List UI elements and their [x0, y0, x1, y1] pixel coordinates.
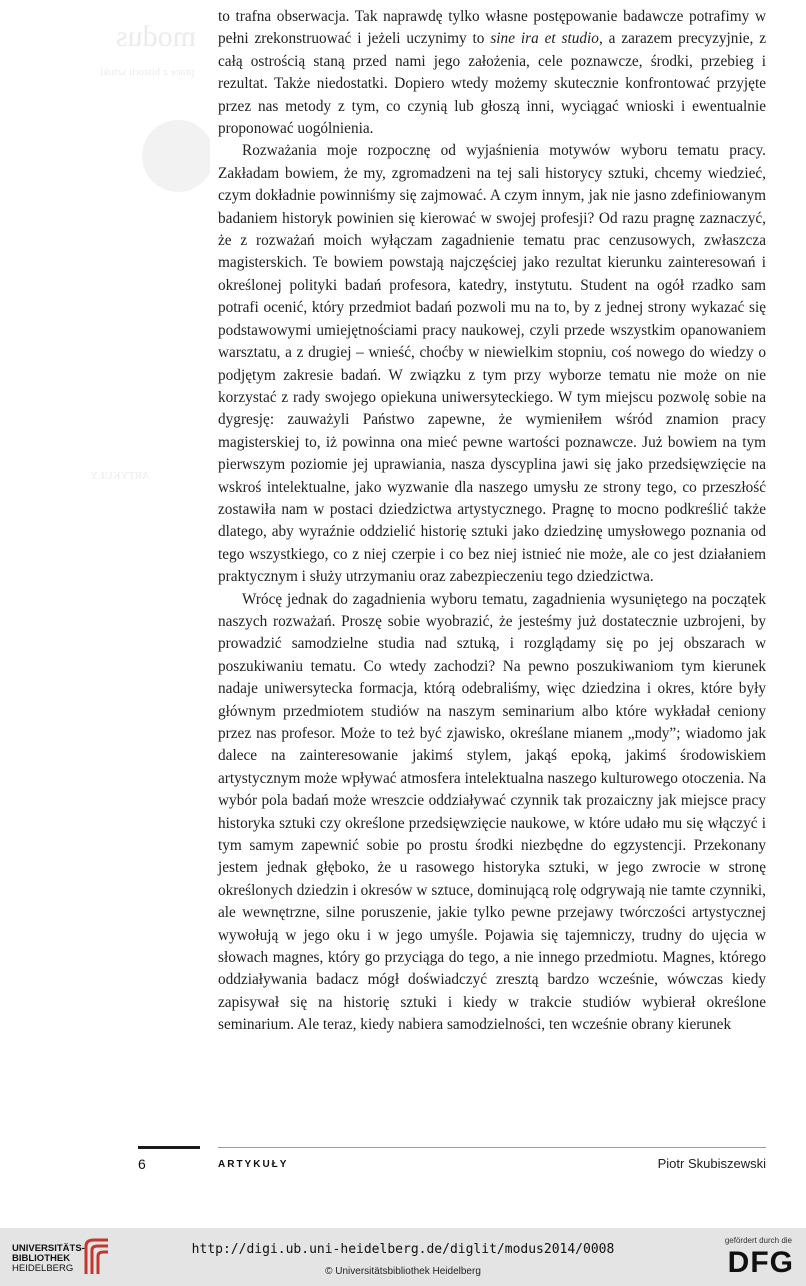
- dfg-logo: DFG: [727, 1246, 794, 1279]
- section-label: ARTYKUŁY: [218, 1159, 289, 1170]
- paragraph-1: to trafna obserwacja. Tak naprawdę tylko własne postępowanie badawcze potrafimy w pełni zrekonstruować i jeżeli uczynimy to sine ira et studio, a zarazem precyzyjnie, z całą ostrością staną przed nami jego założenia, cele poznawcze, środki, przebieg i rezultat. Także niedostatki. Dopiero wtedy możemy skutecznie konfrontować przyjęte przez nas metody z tym, co czynią lub głoszą inni, wyciągać wnioski i ewentualnie proponować uogólnienia.: [218, 8, 766, 138]
- page-number: 6: [138, 1156, 146, 1172]
- library-name-line-1: UNIVERSITÄTS-: [12, 1243, 85, 1254]
- bleed-through-shadow: [60, 0, 210, 520]
- paragraph-2: Rozważania moje rozpocznę od wyjaśnienia motywów wyboru tematu pracy. Zakładam bowiem, że my, zgromadzeni na tej sali historycy sztuki, chcemy wiedzieć, czym dokładnie powinniśmy się zajmować. A czym innym, jak nie jasno zdefiniowanym badaniem historyk powinien się kierować w swojej profesji? Od razu pragnę zaznaczyć, że z rozważań moich wyłączam zagadnienie tematu prac cenzusowych, zwłaszcza magisterskich. Te bowiem powstają najczęściej jako rezultat kierunku zainteresowań i określonej polityki badań profesora, katedry, instytutu. Student na ogół rzadko sam potrafi ocenić, który przedmiot badań pozwoli mu na to, by z jednej strony wykazać się podstawowymi umiejętnościami pracy naukowej, czyli przede wszystkim opanowaniem warsztatu, a z drugiej – wnieść, choćby w niewielkim stopniu, coś nowego do wiedzy o podjętym zakresie badań. W związku z tym przy wyborze tematu nie może on nie korzystać z rady swojego opiekuna uniwersyteckiego. W tym miejscu pozwolę sobie na dygresję: zauważyli Państwo zapewne, że wymieniłem wśród znamion pracy magisterskiej to, iż powinna ona mieć pewne wartości poznawcze. Już bowiem na tym pierwszym poziomie jej uprawiania, nasza dyscyplina jawi się jako przedsięwzięcie na wskroś intelektualne, jako wyzwanie dla naszego umysłu ze strony tego, co przeszłość zostawiła nam w postaci dziedzictwa artystycznego. Pragnę to mocno podkreślić także dlatego, aby wyraźnie oddzielić historię sztuki jako dziedzinę umysłowego poznania od tego wszystkiego, co z niej czerpie i co bez niej istnieć nie może, ale co jest działaniem praktycznym i służy utrzymaniu oraz zabezpieczeniu tego dziedzictwa.: [218, 142, 766, 586]
- ghost-subtitle: prace z historii sztuki: [100, 66, 195, 78]
- author-name: Piotr Skubiszewski: [657, 1156, 766, 1171]
- footer-rule-left: [138, 1146, 200, 1149]
- funder-note: gefördert durch die: [724, 1236, 792, 1245]
- library-name-line-3: HEIDELBERG: [12, 1263, 74, 1274]
- paragraph-3: Wrócę jednak do zagadnienia wyboru tematu, zagadnienia wysuniętego na początek naszych rozważań. Proszę sobie wyobrazić, że jesteśmy już dostatecznie uzbrojeni, by prowadzić samodzielne studia nad sztuką, i rozglądamy się po jej obszarach w poszukiwaniu tematu. Co wtedy zachodzi? Na pewno poszukiwaniom tym kierunek nadaje uniwersytecka formacja, którą odebraliśmy, więc dziedzina i okres, które były głównym przedmiotem studiów na naszym seminarium albo które wykładał ceniony przez nas profesor. Może to też być zjawisko, określane mianem „mody”; wiadomo jak dalece na zainteresowanie jakimś stylem, jakąś epoką, jakimś środowiskiem artystycznym może wpływać atmosfera intelektualna naszego kulturowego otoczenia. Na wybór pola badań może wreszcie oddziaływać czynnik tak prozaiczny jak miejsce pracy historyka sztuki czy określone przedsięwzięcie naukowe, w które udało mu się włączyć i tym samym zapewnić sobie po prostu środki niezbędne do egzystencji. Przekonany jestem jednak głęboko, że u rasowego historyka sztuki, w jego zwrocie w stronę określonych dziedzin i okresów w sztuce, dominującą rolę odgrywają nie tamte czynniki, ale wewnętrzne, silne poruszenie, jakie tylko pewne przejawy twórczości artystycznej wywołują w jego oku i w jego umyśle. Pojawia się tajemniczy, trudny do ujęcia w słowach magnes, który go przyciąga do tego, a nie innego przedmiotu. Magnes, którego oddziaływania badacz mógł doświadczyć zresztą bardzo wcześnie, wówczas kiedy zapisywał się na historię sztuki i kiedy w trakcie studiów wybierał określone seminarium. Ale teraz, kiedy nabiera samodzielności, ten wcześnie obrany kierunek: [218, 590, 766, 1034]
- article-body: [218, 6, 766, 1037]
- copyright-notice: © Universitätsbibliothek Heidelberg: [325, 1266, 481, 1277]
- permalink-url[interactable]: http://digi.ub.uni-heidelberg.de/diglit/modus2014/0008: [191, 1242, 615, 1257]
- ghost-journal-title: modus: [116, 20, 197, 53]
- ghost-section: ARTYKUŁY: [90, 470, 150, 482]
- footer-rule-right: [218, 1147, 766, 1148]
- ghost-emblem: [142, 120, 210, 192]
- library-footer-bar: [0, 1228, 806, 1286]
- latin-phrase: sine ira et studio: [490, 30, 599, 48]
- library-name-line-2: BIBLIOTHEK: [12, 1253, 71, 1264]
